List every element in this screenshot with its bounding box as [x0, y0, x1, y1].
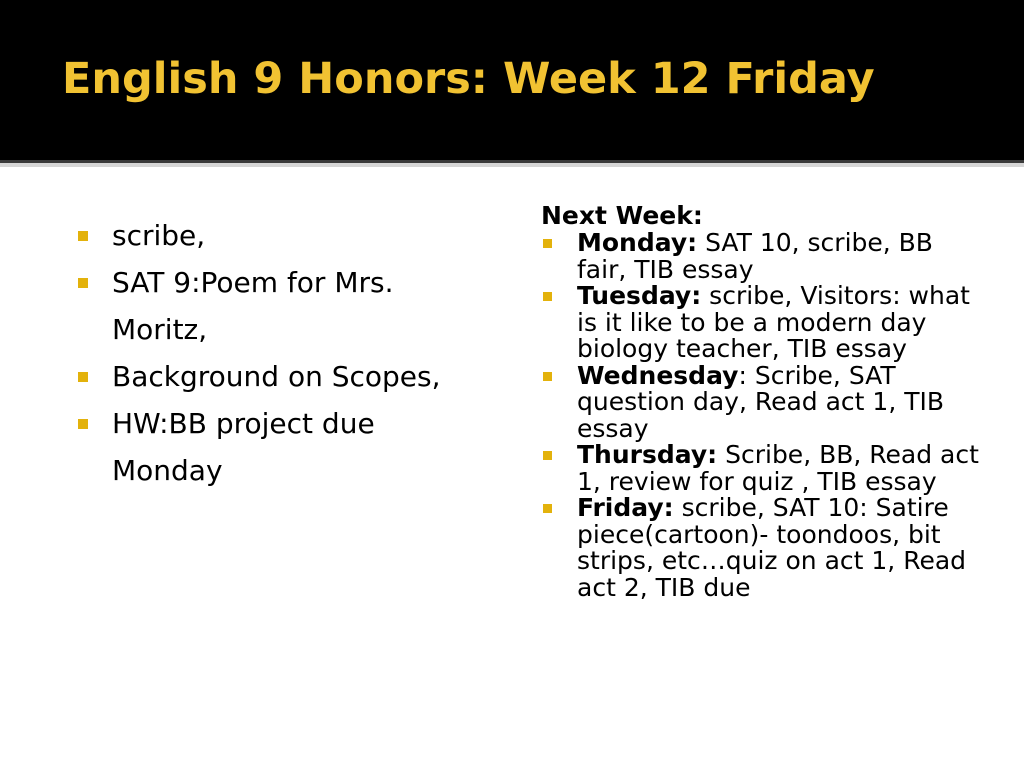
- day-plan: scribe, Visitors: what is it like to be a modern day biology teacher, TIB essay: [577, 281, 970, 363]
- day-label: Monday:: [577, 228, 698, 257]
- list-item: [76, 259, 476, 353]
- day-plan: : Scribe, SAT question day, Read act 1, TIB essay: [577, 360, 945, 443]
- day-label: Thursday:: [577, 440, 718, 469]
- next-week-list: [541, 230, 981, 601]
- square-bullet-icon: [78, 419, 88, 429]
- day-label: Tuesday:: [577, 281, 702, 310]
- day-label: Friday:: [577, 493, 674, 522]
- list-item-text: Background on Scopes,: [112, 360, 441, 393]
- square-bullet-icon: [543, 451, 552, 460]
- list-item-tuesday: [541, 283, 981, 363]
- list-item-text: HW:BB project due Monday: [112, 407, 375, 487]
- square-bullet-icon: [543, 239, 552, 248]
- list-item-text: scribe,: [112, 219, 206, 252]
- list-item: [76, 353, 476, 400]
- list-item: [76, 400, 476, 494]
- square-bullet-icon: [543, 504, 552, 513]
- square-bullet-icon: [78, 372, 88, 382]
- list-item-thursday: [541, 442, 981, 495]
- day-plan: Scribe, BB, Read act 1, review for quiz , TIB essay: [577, 440, 979, 496]
- list-item-text: SAT 9:Poem for Mrs. Moritz,: [112, 266, 394, 346]
- day-label: Wednesday: [577, 360, 739, 390]
- day-plan: scribe, SAT 10: Satire piece(cartoon)- toondoos, bit strips, etc…quiz on act 1, Read act 2, TIB due: [577, 493, 967, 602]
- square-bullet-icon: [543, 292, 552, 301]
- next-week-heading: Next Week:: [541, 201, 703, 230]
- square-bullet-icon: [78, 278, 88, 288]
- list-item-monday: [541, 230, 981, 283]
- square-bullet-icon: [78, 231, 88, 241]
- slide-title: English 9 Honors: Week 12 Friday: [62, 54, 875, 104]
- title-divider-shadow: [0, 163, 1024, 167]
- list-item-friday: [541, 495, 981, 601]
- next-week-column: [541, 202, 981, 601]
- list-item: [76, 212, 476, 259]
- list-item-wednesday: [541, 360, 981, 443]
- title-bar: [0, 0, 1024, 160]
- today-agenda-list: [76, 212, 476, 494]
- day-plan: SAT 10, scribe, BB fair, TIB essay: [577, 228, 933, 284]
- square-bullet-icon: [543, 372, 552, 381]
